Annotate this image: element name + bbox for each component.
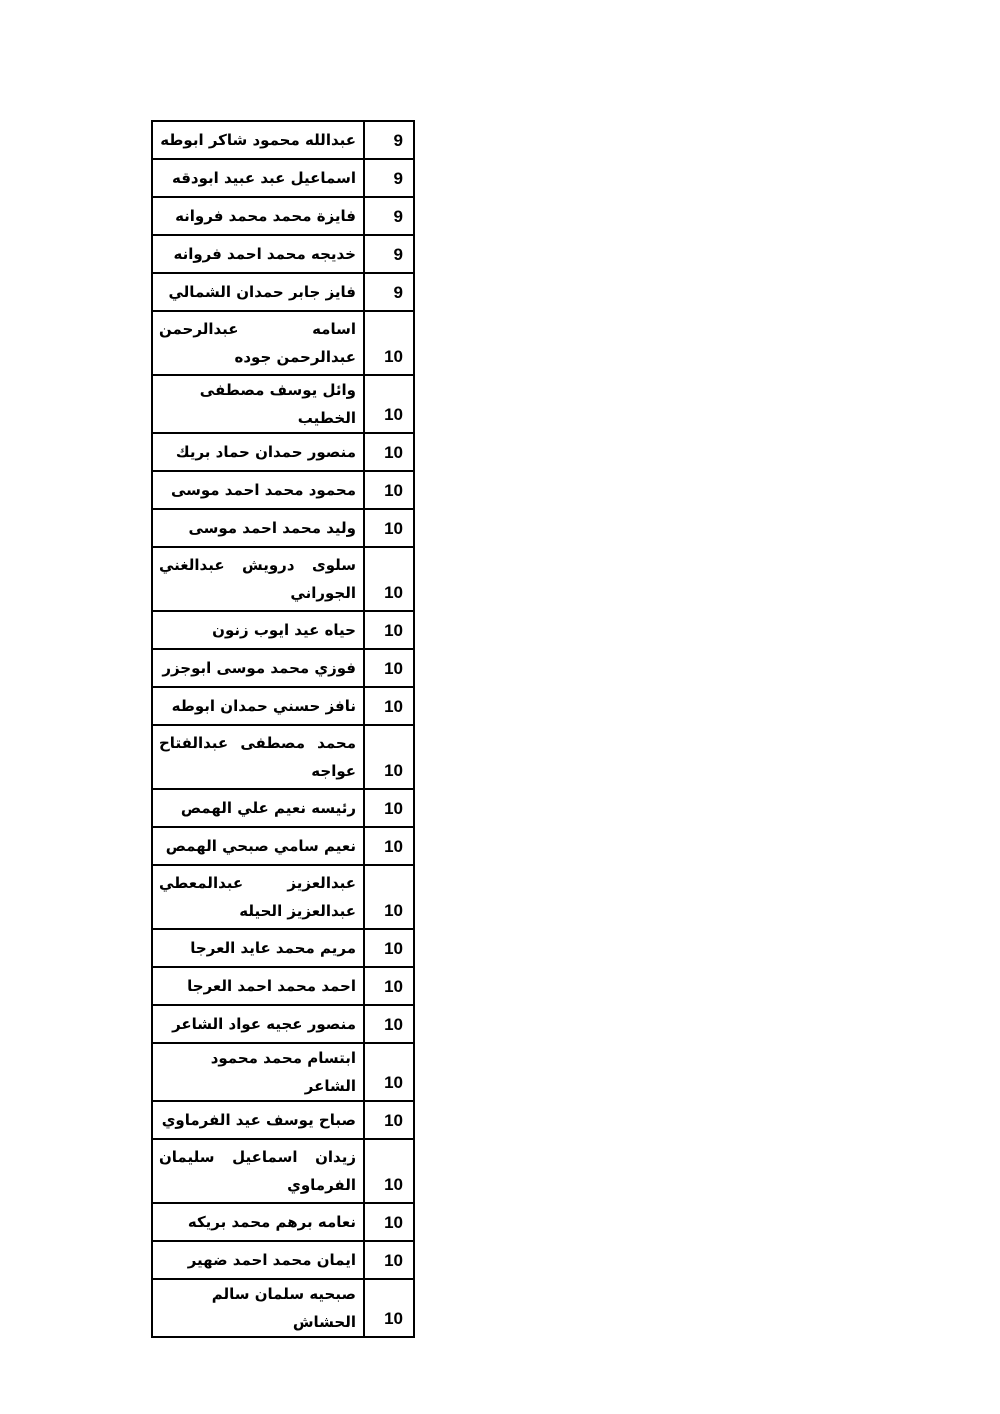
table-row [152,967,414,1005]
person-name: صباح يوسف عيد الفرماوي [152,1101,364,1139]
row-number: 10 [364,789,414,827]
table-row [152,827,414,865]
table-row [152,547,414,611]
row-number: 10 [364,375,414,433]
row-number: 10 [364,1203,414,1241]
table-row [152,649,414,687]
person-name: فايز جابر حمدان الشمالي [152,273,364,311]
person-name: نافز حسني حمدان ابوطه [152,687,364,725]
person-name: محمد مصطفى عبدالفتاح عواجه [152,725,364,789]
row-number: 9 [364,273,414,311]
person-name: عبدالعزيز عبدالمعطي عبدالعزيز الحيله [152,865,364,929]
row-number: 10 [364,1279,414,1337]
table-row [152,1203,414,1241]
table-row [152,687,414,725]
person-name: سلوى درويش عبدالغني الجوراني [152,547,364,611]
row-number: 10 [364,611,414,649]
table-row [152,159,414,197]
row-number: 9 [364,235,414,273]
table-row [152,725,414,789]
row-number: 10 [364,1043,414,1101]
table-row [152,121,414,159]
person-name: ابتسام محمد محمود الشاعر [152,1043,364,1101]
table-row [152,611,414,649]
row-number: 10 [364,311,414,375]
table-row [152,789,414,827]
person-name: صبحيه سلمان سالم الحشاش [152,1279,364,1337]
person-name: ايمان محمد احمد ضهير [152,1241,364,1279]
row-number: 10 [364,725,414,789]
person-name: احمد محمد احمد العرجا [152,967,364,1005]
row-number: 10 [364,687,414,725]
person-name: منصور حمدان حماد بريك [152,433,364,471]
row-number: 10 [364,433,414,471]
table-row [152,375,414,433]
person-name: زيدان اسماعيل سليمان الفرماوي [152,1139,364,1203]
person-name: محمود محمد احمد موسى [152,471,364,509]
table-row [152,197,414,235]
row-number: 10 [364,1101,414,1139]
row-number: 9 [364,121,414,159]
row-number: 10 [364,929,414,967]
person-name: اسامه عبدالرحمن عبدالرحمن جوده [152,311,364,375]
table-row [152,1279,414,1337]
person-name: عبدالله محمود شاكر ابوطه [152,121,364,159]
table-row [152,273,414,311]
table-row [152,865,414,929]
person-name: فايزة محمد محمد فروانه [152,197,364,235]
row-number: 10 [364,865,414,929]
person-name: مريم محمد عايد العرجا [152,929,364,967]
row-number: 10 [364,471,414,509]
table-row [152,311,414,375]
row-number: 9 [364,197,414,235]
table-row [152,929,414,967]
row-number: 10 [364,509,414,547]
table-row [152,471,414,509]
person-name: نعامه برهم محمد بريكه [152,1203,364,1241]
person-name: نعيم سامي صبحي الهمص [152,827,364,865]
row-number: 10 [364,547,414,611]
table-row [152,1043,414,1101]
table-row [152,509,414,547]
person-name: اسماعيل عبد عبيد ابودقه [152,159,364,197]
table-row [152,1101,414,1139]
row-number: 10 [364,1005,414,1043]
row-number: 10 [364,1241,414,1279]
table-row [152,1139,414,1203]
table-row [152,433,414,471]
person-name: وائل يوسف مصطفى الخطيب [152,375,364,433]
person-name: فوزي محمد موسى ابوجزر [152,649,364,687]
person-name: خديجه محمد احمد فروانه [152,235,364,273]
row-number: 9 [364,159,414,197]
person-name: حياه عيد ايوب زنون [152,611,364,649]
person-name: وليد محمد احمد موسى [152,509,364,547]
row-number: 10 [364,649,414,687]
roster-body [152,121,414,1337]
roster-table [151,120,415,1338]
table-row [152,1005,414,1043]
person-name: رئيسه نعيم علي الهمص [152,789,364,827]
row-number: 10 [364,827,414,865]
row-number: 10 [364,1139,414,1203]
table-row [152,1241,414,1279]
table-row [152,235,414,273]
person-name: منصور عجيه عواد الشاعر [152,1005,364,1043]
row-number: 10 [364,967,414,1005]
